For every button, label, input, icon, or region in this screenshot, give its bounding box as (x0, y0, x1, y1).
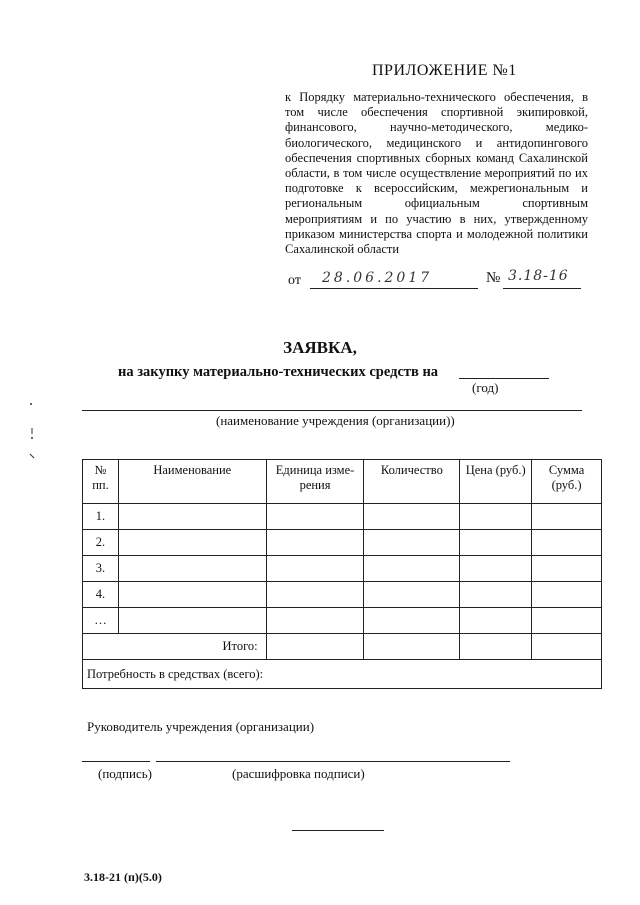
cell-name[interactable] (118, 608, 266, 634)
total-price[interactable] (460, 634, 532, 660)
cell-sum[interactable] (532, 582, 602, 608)
cell-price[interactable] (460, 582, 532, 608)
order-date-label: от (288, 273, 301, 288)
cell-name[interactable] (118, 530, 266, 556)
total-unit[interactable] (266, 634, 364, 660)
header-quantity: Количество (364, 460, 460, 504)
document-title: ЗАЯВКА, (283, 338, 357, 357)
header-number-line-1: № (94, 463, 107, 477)
order-date-line (310, 288, 478, 289)
cell-sum[interactable] (532, 530, 602, 556)
cell-unit[interactable] (266, 582, 364, 608)
total-sum[interactable] (532, 634, 602, 660)
cell-unit[interactable] (266, 530, 364, 556)
cell-sum[interactable] (532, 608, 602, 634)
appendix-reference-text: к Порядку материально-технического обеспечения, в том числе обеспечения спортивной экипировкой, финансового, научно-методического, медико-биологического, медицинского и антидопингового обеспечения спортивных сборных команд Сахалинской области, в том числе осуществление мероприятий по их подготовке к всероссийским, межрегиональным и региональным официальным спортивным мероприятиям и по участию в них, утвержденному приказом министерства спорта и молодежной политики Сахалинской области (285, 90, 588, 257)
cell-quantity[interactable] (364, 530, 460, 556)
header-price: Цена (руб.) (460, 460, 532, 504)
funds-need-label: Потребность в средствах (всего): (83, 660, 602, 689)
head-of-institution-label: Руководитель учреждения (организации) (87, 719, 315, 734)
table-header-row (83, 460, 602, 504)
table-row (83, 556, 602, 582)
cell-price[interactable] (460, 556, 532, 582)
table-row (83, 530, 602, 556)
cell-quantity[interactable] (364, 504, 460, 530)
cell-price[interactable] (460, 530, 532, 556)
cell-quantity[interactable] (364, 608, 460, 634)
header-sum-line-1: Сумма (548, 463, 585, 477)
total-quantity[interactable] (364, 634, 460, 660)
row-number: 3. (83, 556, 119, 582)
procurement-table (82, 459, 602, 689)
row-number: 1. (83, 504, 119, 530)
signature-decode-caption: (расшифровка подписи) (232, 766, 365, 781)
cell-quantity[interactable] (364, 556, 460, 582)
signature-caption: (подпись) (98, 766, 152, 781)
cell-quantity[interactable] (364, 582, 460, 608)
year-field-line (459, 378, 549, 379)
table-row (83, 504, 602, 530)
header-sum-line-2: (руб.) (551, 478, 582, 492)
organization-field-caption: (наименование учреждения (организации)) (216, 413, 455, 428)
cell-name[interactable] (118, 556, 266, 582)
cell-price[interactable] (460, 504, 532, 530)
scan-margin-marks (26, 398, 38, 468)
header-unit-line-2: рения (299, 478, 331, 492)
footer-code: 3.18-21 (п)(5.0) (84, 870, 162, 884)
order-number-line (503, 288, 581, 289)
cell-name[interactable] (118, 582, 266, 608)
table-row (83, 608, 602, 634)
appendix-title: ПРИЛОЖЕНИЕ №1 (372, 62, 517, 79)
cell-price[interactable] (460, 608, 532, 634)
header-number-line-2: пп. (92, 478, 109, 492)
signature-line-gap (150, 757, 156, 765)
order-date-handwritten: 28.06.2017 (322, 270, 433, 286)
cell-name[interactable] (118, 504, 266, 530)
header-unit (266, 460, 364, 504)
row-number: 4. (83, 582, 119, 608)
signature-line[interactable] (82, 761, 510, 762)
table-total-row (83, 634, 602, 660)
organization-field-line (82, 410, 582, 411)
cell-sum[interactable] (532, 556, 602, 582)
cell-sum[interactable] (532, 504, 602, 530)
header-sum (532, 460, 602, 504)
year-field-caption: (год) (472, 380, 499, 395)
order-number-label: № (486, 270, 501, 286)
table-row (83, 582, 602, 608)
row-number: … (83, 608, 119, 634)
cell-unit[interactable] (266, 608, 364, 634)
header-number (83, 460, 119, 504)
cell-unit[interactable] (266, 504, 364, 530)
row-number: 2. (83, 530, 119, 556)
total-label: Итого: (83, 634, 267, 660)
table-need-row (83, 660, 602, 689)
document-subtitle: на закупку материально-технических средств на (118, 364, 439, 380)
divider-line (292, 830, 384, 831)
header-unit-line-1: Единица изме- (275, 463, 355, 477)
cell-unit[interactable] (266, 556, 364, 582)
header-name: Наименование (118, 460, 266, 504)
order-number-handwritten: 3.18-16 (508, 268, 569, 284)
